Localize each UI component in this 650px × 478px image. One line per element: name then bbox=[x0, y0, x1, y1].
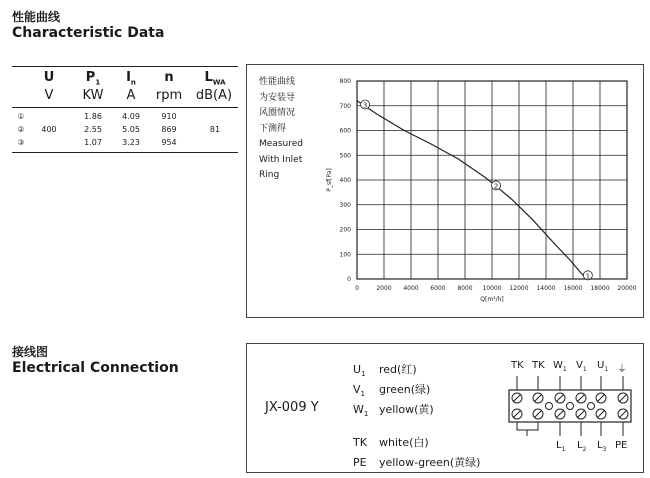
cell-p: 2.55 bbox=[84, 125, 102, 134]
header-u-unit: V bbox=[44, 88, 54, 103]
spec-table-unit-row bbox=[12, 88, 238, 106]
row-number: ② bbox=[17, 125, 25, 134]
operating-point-label: 1 bbox=[585, 272, 591, 281]
y-tick-label: 400 bbox=[339, 177, 351, 184]
terminal-labels-top bbox=[511, 360, 631, 374]
table-row bbox=[12, 110, 238, 123]
x-tick-label: 20000 bbox=[617, 285, 637, 292]
header-u-symbol: U bbox=[43, 70, 55, 85]
wire-entry: $U_1$ red(红) bbox=[353, 363, 417, 379]
table-row bbox=[12, 136, 238, 149]
operating-point-label: 2 bbox=[493, 182, 499, 191]
model-label: JX-009 Y bbox=[265, 400, 319, 415]
cell-n: 910 bbox=[161, 112, 177, 121]
terminal-label: $U_1$ bbox=[597, 360, 609, 373]
header-i-unit: A bbox=[126, 88, 136, 103]
y-tick-label: 100 bbox=[339, 251, 351, 259]
series-line bbox=[357, 101, 587, 279]
cell-n: 954 bbox=[161, 138, 177, 147]
terminal-label: PE bbox=[615, 440, 628, 451]
y-axis-label: P_sf[Pa] bbox=[326, 168, 333, 192]
characteristic-chart-panel bbox=[246, 64, 644, 318]
header-i-symbol: $I_n$ bbox=[126, 70, 136, 87]
legend-line: 下测得 bbox=[259, 123, 287, 134]
y-tick-label: 600 bbox=[339, 127, 351, 135]
header-p-symbol: $P_1$ bbox=[85, 70, 101, 87]
legend-line: 为安装导 bbox=[259, 92, 296, 103]
x-tick-label: 8000 bbox=[457, 285, 473, 292]
pressure-flow-chart bbox=[247, 65, 643, 317]
legend-line: Measured bbox=[259, 139, 303, 149]
y-tick-label: 0 bbox=[347, 276, 351, 283]
x-tick-label: 6000 bbox=[430, 285, 446, 292]
header-l-symbol: $L_{WA}$ bbox=[204, 70, 226, 87]
terminal-label: $L_1$ bbox=[556, 440, 566, 453]
legend-line: 风圈情况 bbox=[259, 108, 296, 118]
header-n-symbol: n bbox=[164, 70, 174, 85]
characteristic-title-zh: 性能曲线 bbox=[12, 10, 61, 24]
wire-entry: PE yellow-green(黄绿) bbox=[353, 455, 481, 469]
legend-line: With Inlet bbox=[259, 154, 303, 165]
characteristic-title-en: Characteristic Data bbox=[12, 25, 165, 41]
y-tick-label: 300 bbox=[339, 201, 351, 209]
x-tick-label: 16000 bbox=[563, 285, 583, 292]
cell-n: 869 bbox=[161, 125, 177, 134]
y-tick-label: 200 bbox=[339, 226, 351, 234]
wire-entry: $V_1$ green(绿) bbox=[353, 383, 431, 399]
cell-i: 3.23 bbox=[122, 138, 140, 147]
header-l-unit: dB(A) bbox=[195, 88, 233, 103]
row-number: ① bbox=[17, 112, 25, 121]
cell-u: 400 bbox=[41, 125, 57, 134]
supply-leads bbox=[517, 422, 623, 436]
terminal-leads bbox=[517, 376, 623, 390]
legend-line: Ring bbox=[259, 170, 280, 180]
cell-i: 5.05 bbox=[122, 125, 140, 134]
ground-icon: ⏚ bbox=[617, 364, 627, 375]
x-tick-label: 12000 bbox=[509, 285, 529, 292]
terminal-label: TK bbox=[511, 360, 524, 371]
cell-p: 1.07 bbox=[84, 138, 102, 147]
y-tick-label: 700 bbox=[339, 102, 351, 110]
spec-table-symbol-row bbox=[12, 70, 238, 88]
connection-panel bbox=[246, 343, 644, 473]
x-tick-label: 10000 bbox=[482, 285, 502, 292]
y-tick-label: 800 bbox=[339, 78, 351, 85]
terminal-labels-bottom bbox=[547, 440, 641, 454]
connection-title-en: Electrical Connection bbox=[12, 360, 179, 376]
table-row bbox=[12, 123, 238, 136]
operating-point-label: 3 bbox=[362, 101, 368, 110]
x-tick-label: 14000 bbox=[536, 285, 556, 292]
connection-title-zh: 接线图 bbox=[12, 345, 49, 359]
terminal-label: $W_1$ bbox=[553, 360, 567, 373]
wire-entry: $W_1$ yellow(黄) bbox=[353, 403, 434, 419]
terminal-label: $L_3$ bbox=[597, 440, 607, 453]
spec-table bbox=[12, 66, 238, 149]
x-tick-label: 18000 bbox=[590, 285, 610, 292]
cell-i: 4.09 bbox=[122, 112, 140, 121]
x-axis-label: Q[m³/h] bbox=[480, 296, 504, 303]
cell-l: 81 bbox=[209, 125, 221, 134]
legend-line: 性能曲线 bbox=[259, 77, 296, 87]
header-n-unit: rpm bbox=[155, 88, 183, 103]
terminal-label: $V_1$ bbox=[576, 360, 587, 373]
x-tick-label: 2000 bbox=[376, 285, 392, 292]
x-tick-label: 0 bbox=[355, 285, 359, 292]
wire-list bbox=[353, 362, 480, 475]
terminal-label: TK bbox=[532, 360, 545, 371]
x-tick-label: 4000 bbox=[403, 285, 419, 292]
row-number: ③ bbox=[17, 138, 25, 147]
terminal-block-diagram bbox=[505, 374, 635, 444]
y-tick-label: 500 bbox=[339, 152, 351, 160]
cell-p: 1.86 bbox=[84, 112, 102, 121]
wire-entry: TK white(白) bbox=[353, 435, 429, 449]
header-p-unit: KW bbox=[82, 88, 104, 103]
terminal-label: $L_2$ bbox=[577, 440, 587, 453]
